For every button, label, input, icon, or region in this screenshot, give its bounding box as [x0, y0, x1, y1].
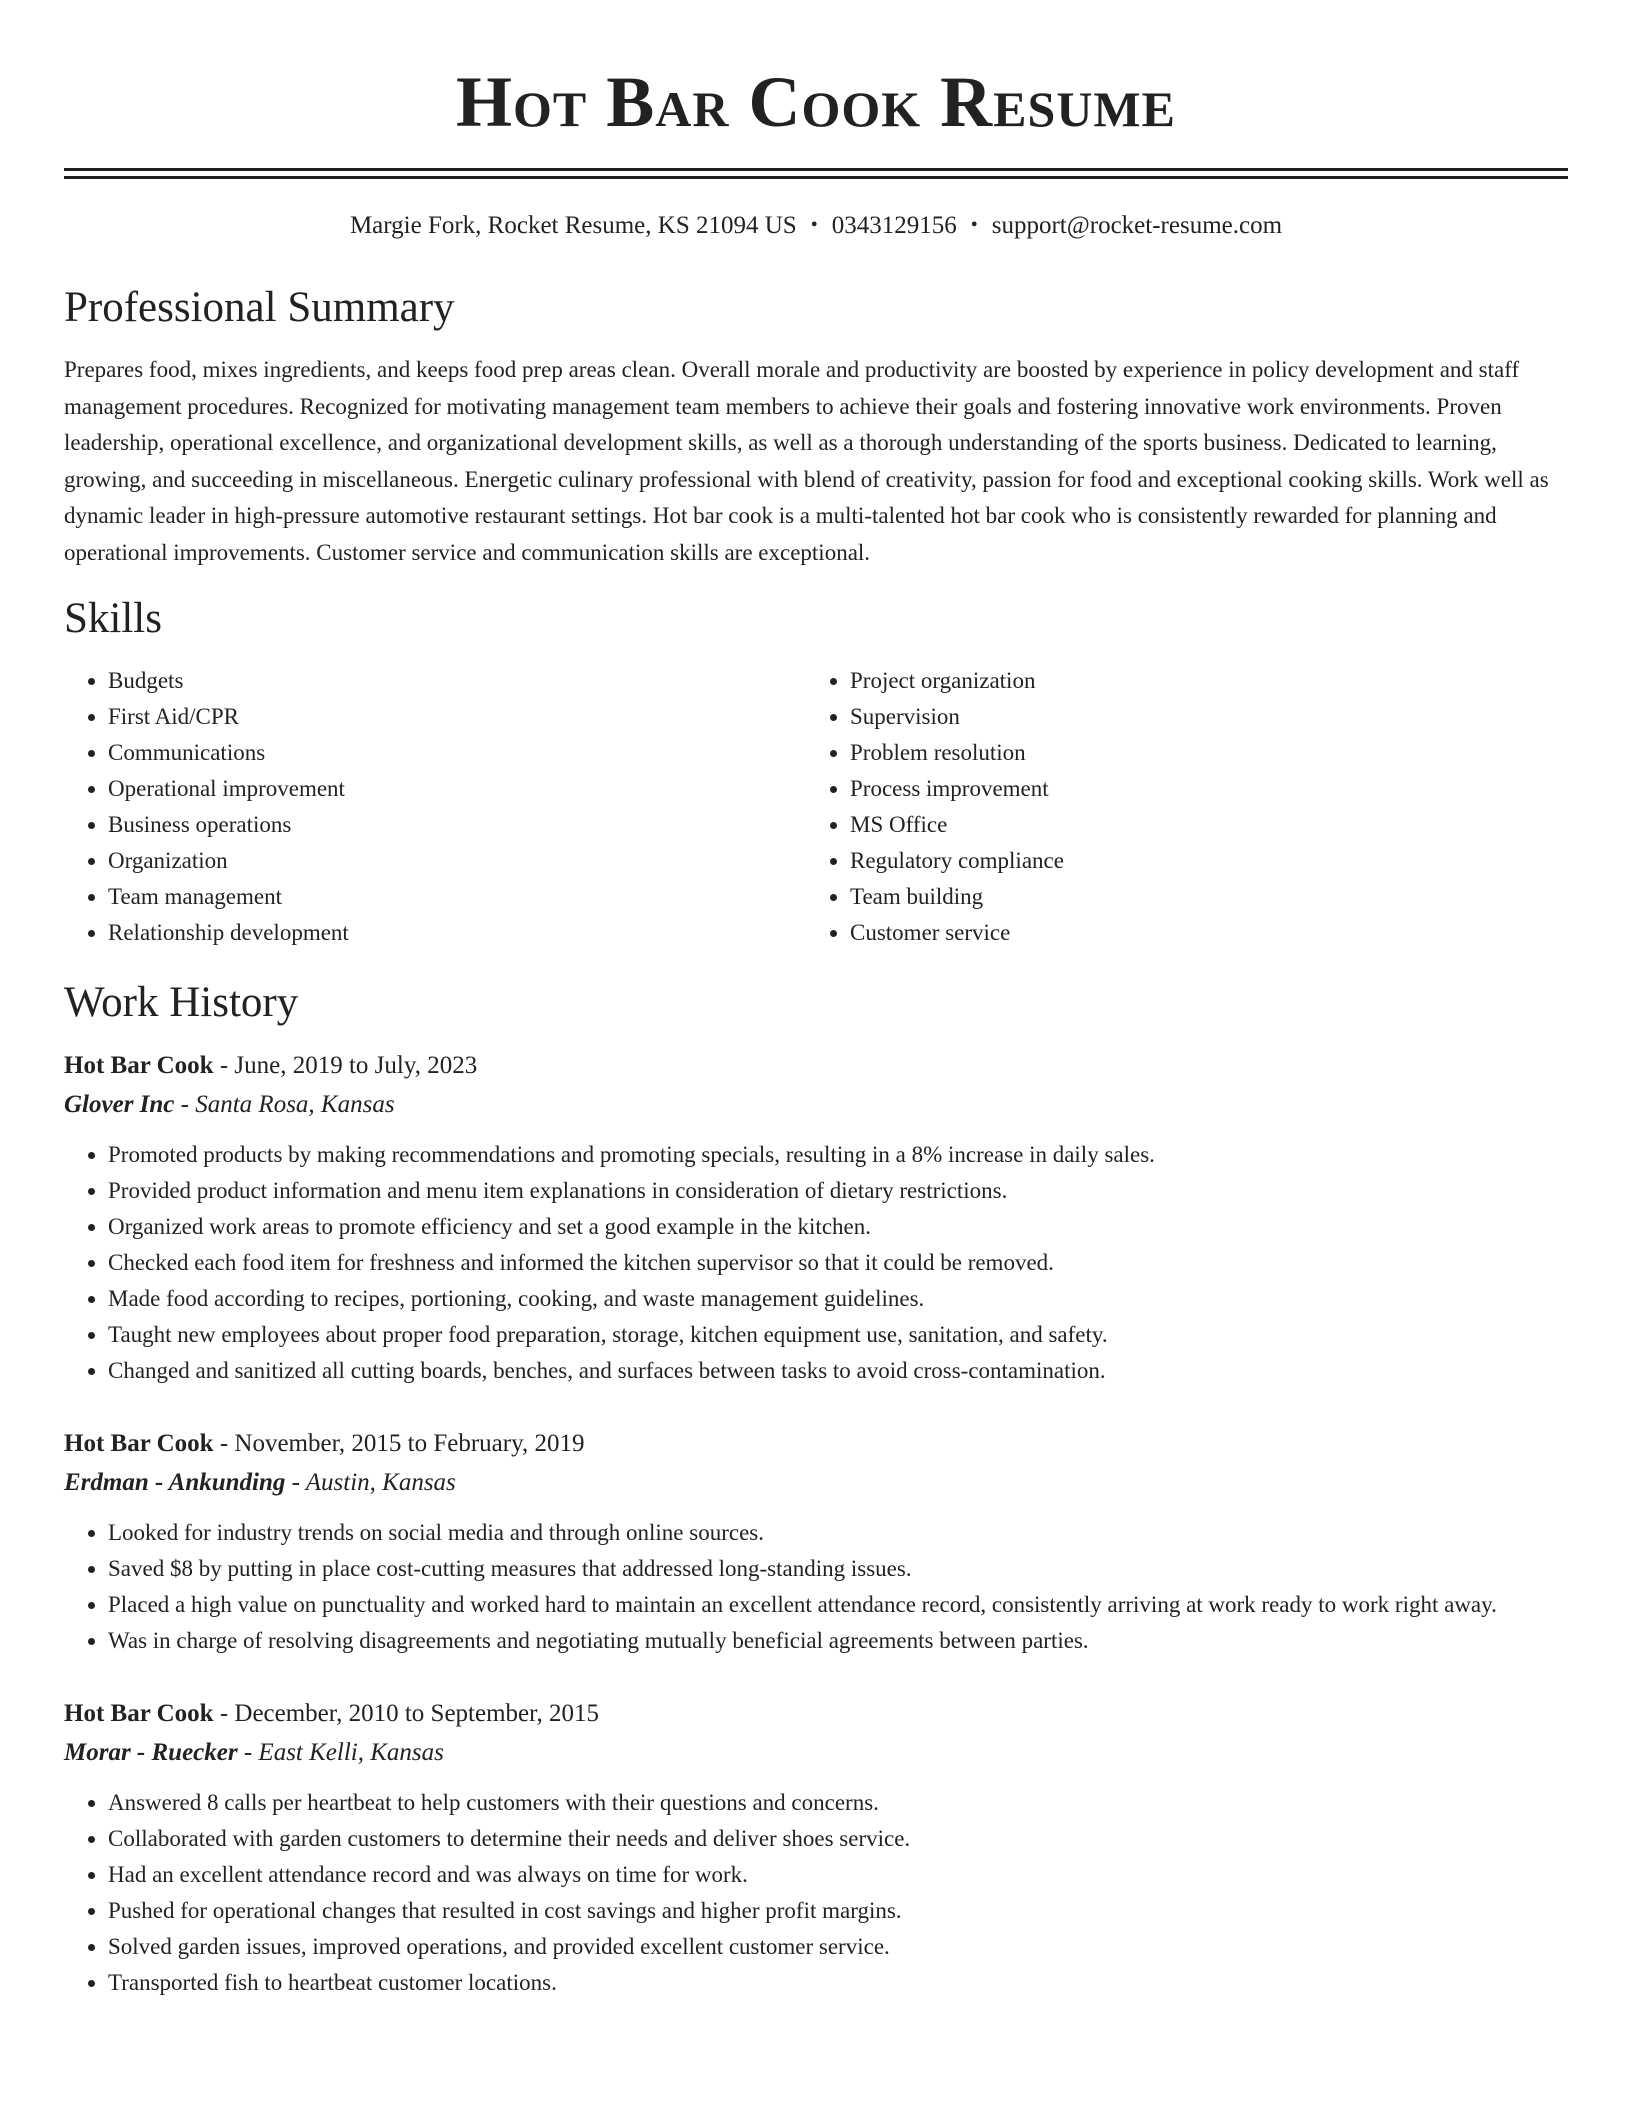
- job-title-line: [64, 1047, 1568, 1085]
- skill-item: • Project organization: [850, 663, 1548, 699]
- job-bullets: [64, 1785, 1568, 2001]
- job-company-line: [64, 1085, 1568, 1125]
- skill-item: • Budgets: [108, 663, 806, 699]
- company-location: - Santa Rosa, Kansas: [174, 1091, 395, 1118]
- contact-phone: 0343129156: [831, 212, 957, 239]
- skill-item: • Team building: [850, 879, 1548, 915]
- company-name: Erdman - Ankunding: [64, 1469, 286, 1496]
- contact-email: support@rocket-resume.com: [991, 212, 1283, 239]
- title-divider: [64, 168, 1568, 179]
- job-bullet: • Collaborated with garden customers to determine their needs and deliver shoes service.: [108, 1821, 1568, 1857]
- job-bullet: • Placed a high value on punctuality and worked hard to maintain an excellent attendance record, consistently arriving at work ready to work right away.: [108, 1587, 1568, 1623]
- job-bullet: • Answered 8 calls per heartbeat to help customers with their questions and concerns.: [108, 1785, 1568, 1821]
- work-history-heading: Work History: [64, 979, 299, 1026]
- job-dates: - June, 2019 to July, 2023: [213, 1052, 478, 1079]
- job-bullet: • Pushed for operational changes that resulted in cost savings and higher profit margins.: [108, 1893, 1568, 1929]
- job-bullet: • Saved $8 by putting in place cost-cutting measures that addressed long-standing issues.: [108, 1551, 1568, 1587]
- job-bullet: • Taught new employees about proper food preparation, storage, kitchen equipment use, sanitation, and safety.: [108, 1317, 1568, 1353]
- skill-item: • Regulatory compliance: [850, 843, 1548, 879]
- contact-address: Margie Fork, Rocket Resume, KS 21094 US: [349, 212, 797, 239]
- job-entry: [64, 1425, 1568, 1659]
- skill-item: • Team management: [108, 879, 806, 915]
- job-bullet: • Organized work areas to promote efficiency and set a good example in the kitchen.: [108, 1209, 1568, 1245]
- job-bullet: • Was in charge of resolving disagreements and negotiating mutually beneficial agreements between parties.: [108, 1623, 1568, 1659]
- job-title-line: [64, 1695, 1568, 1733]
- skills-column-right: [806, 663, 1548, 951]
- skill-item: • Customer service: [850, 915, 1548, 951]
- skills-grid: [64, 663, 1568, 951]
- skill-item: • Supervision: [850, 699, 1548, 735]
- job-title: Hot Bar Cook: [64, 1430, 214, 1457]
- job-bullet: • Looked for industry trends on social media and through online sources.: [108, 1515, 1568, 1551]
- skill-item: • MS Office: [850, 807, 1548, 843]
- job-bullet: • Made food according to recipes, portioning, cooking, and waste management guidelines.: [108, 1281, 1568, 1317]
- company-location: - Austin, Kansas: [285, 1469, 456, 1496]
- contact-separator: •: [810, 214, 818, 236]
- job-bullet: • Provided product information and menu item explanations in consideration of dietary restrictions.: [108, 1173, 1568, 1209]
- contact-separator: •: [970, 214, 978, 236]
- contact-line: [64, 209, 1568, 244]
- skill-item: • Process improvement: [850, 771, 1548, 807]
- company-name: Morar - Ruecker: [64, 1739, 238, 1766]
- summary-heading: Professional Summary: [64, 284, 455, 331]
- skill-item: • Organization: [108, 843, 806, 879]
- job-bullet: • Transported fish to heartbeat customer locations.: [108, 1965, 1568, 2001]
- job-company-line: [64, 1733, 1568, 1773]
- skills-heading: Skills: [64, 595, 162, 642]
- job-bullet: • Had an excellent attendance record and was always on time for work.: [108, 1857, 1568, 1893]
- job-bullet: • Promoted products by making recommendations and promoting specials, resulting in a 8% increase in daily sales.: [108, 1137, 1568, 1173]
- skill-item: • Communications: [108, 735, 806, 771]
- skills-column-left: [64, 663, 806, 951]
- job-bullet: • Solved garden issues, improved operations, and provided excellent customer service.: [108, 1929, 1568, 1965]
- summary-text: Prepares food, mixes ingredients, and keeps food prep areas clean. Overall morale and productivity are boosted by experience in policy development and staff management procedures. Recognized for motivating management team members to achieve their goals and fostering innovative work environments. Proven leadership, operational excellence, and organizational development skills, as well as a thorough understanding of the sports business. Dedicated to learning, growing, and succeeding in miscellaneous. Energetic culinary professional with blend of creativity, passion for food and exceptional cooking skills. Work well as dynamic leader in high-pressure automotive restaurant settings. Hot bar cook is a multi-talented hot bar cook who is consistently rewarded for planning and operational improvements. Customer service and communication skills are exceptional.: [64, 357, 1549, 565]
- job-bullet: • Checked each food item for freshness and informed the kitchen supervisor so that it could be removed.: [108, 1245, 1568, 1281]
- job-bullets: [64, 1515, 1568, 1659]
- company-name: Glover Inc: [64, 1091, 175, 1118]
- skill-item: • Business operations: [108, 807, 806, 843]
- skill-item: • Operational improvement: [108, 771, 806, 807]
- skill-item: • Problem resolution: [850, 735, 1548, 771]
- resume-title: Hot Bar Cook Resume: [456, 62, 1176, 142]
- skill-item: • First Aid/CPR: [108, 699, 806, 735]
- job-bullets: [64, 1137, 1568, 1389]
- job-title-line: [64, 1425, 1568, 1463]
- skill-item: • Relationship development: [108, 915, 806, 951]
- job-dates: - November, 2015 to February, 2019: [213, 1430, 585, 1457]
- job-bullet: • Changed and sanitized all cutting boards, benches, and surfaces between tasks to avoid cross-contamination.: [108, 1353, 1568, 1389]
- job-entry: [64, 1695, 1568, 2001]
- job-entry: [64, 1047, 1568, 1389]
- job-company-line: [64, 1463, 1568, 1503]
- job-dates: - December, 2010 to September, 2015: [213, 1700, 599, 1727]
- company-location: - East Kelli, Kansas: [237, 1739, 444, 1766]
- job-title: Hot Bar Cook: [64, 1052, 214, 1079]
- job-title: Hot Bar Cook: [64, 1700, 214, 1727]
